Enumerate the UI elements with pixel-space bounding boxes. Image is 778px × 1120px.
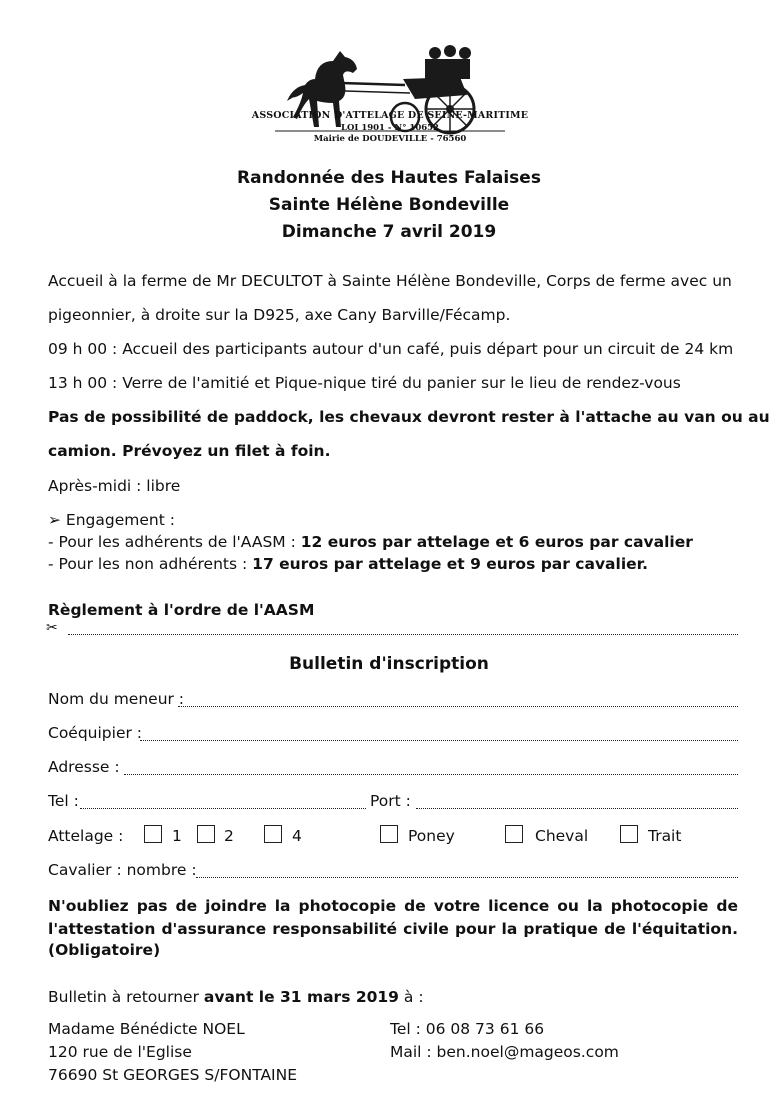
license-notice-line-1: N'oubliez pas de joindre la photocopie de votre licence ou la photocopie de xyxy=(48,897,738,915)
checkbox-poney[interactable] xyxy=(380,825,398,843)
tel-label: Tel : xyxy=(48,792,79,810)
arrow-bullet-icon: ➢ xyxy=(48,511,66,529)
attelage-option-4-label: 4 xyxy=(292,827,302,845)
contact-street: 120 rue de l'Eglise xyxy=(48,1043,192,1061)
return-suffix: à : xyxy=(398,988,424,1006)
paddock-notice-line-1: Pas de possibilité de paddock, les chevaux devront rester à l'attache au van ou au xyxy=(48,408,770,426)
association-name: ASSOCIATION D'ATTELAGE DE SEINE-MARITIME xyxy=(251,110,529,121)
tel-field[interactable] xyxy=(80,794,366,809)
driver-name-field[interactable] xyxy=(178,692,738,707)
engagement-label: Engagement : xyxy=(65,511,175,529)
afternoon-info: Après-midi : libre xyxy=(48,477,181,495)
address-field[interactable] xyxy=(124,760,738,775)
scissors-icon: ✂ xyxy=(46,620,58,636)
attelage-option-1-label: 1 xyxy=(172,827,182,845)
intro-line-2: pigeonnier, à droite sur la D925, axe Cany Barville/Fécamp. xyxy=(48,306,511,324)
engagement-members-price: 12 euros par attelage et 6 euros par cavalier xyxy=(300,533,693,551)
teammate-field[interactable] xyxy=(140,726,738,741)
event-location: Sainte Hélène Bondeville xyxy=(268,195,510,215)
schedule-noon: 13 h 00 : Verre de l'amitié et Pique-nique tiré du panier sur le lieu de rendez-vous xyxy=(48,374,681,392)
port-field[interactable] xyxy=(416,794,738,809)
checkbox-trait[interactable] xyxy=(620,825,638,843)
contact-city: 76690 St GEORGES S/FONTAINE xyxy=(48,1066,298,1084)
engagement-non-members xyxy=(48,555,648,573)
paddock-notice-line-2: camion. Prévoyez un filet à foin. xyxy=(48,442,331,460)
checkbox-attelage-2[interactable] xyxy=(197,825,215,843)
form-heading: Bulletin d'inscription xyxy=(289,654,489,674)
attelage-label: Attelage : xyxy=(48,827,124,845)
intro-line-1: Accueil à la ferme de Mr DECULTOT à Sainte Hélène Bondeville, Corps de ferme avec un xyxy=(48,272,732,290)
checkbox-attelage-1[interactable] xyxy=(144,825,162,843)
port-label: Port : xyxy=(370,792,411,810)
teammate-label: Coéquipier : xyxy=(48,724,143,742)
engagement-non-members-price: 17 euros par attelage et 9 euros par cavalier. xyxy=(252,555,648,573)
poney-label: Poney xyxy=(408,827,455,845)
schedule-morning: 09 h 00 : Accueil des participants autour d'un café, puis départ pour un circuit de 24 km xyxy=(48,340,734,358)
trait-label: Trait xyxy=(648,827,682,845)
engagement-heading xyxy=(48,511,175,529)
event-date: Dimanche 7 avril 2019 xyxy=(281,222,497,242)
checkbox-attelage-4[interactable] xyxy=(264,825,282,843)
return-prefix: Bulletin à retourner xyxy=(48,988,204,1006)
cheval-label: Cheval xyxy=(535,827,589,845)
license-notice-line-2: l'attestation d'assurance responsabilité civile pour la pratique de l'équitation. xyxy=(48,920,738,938)
attelage-option-2-label: 2 xyxy=(224,827,234,845)
rider-count-label: Cavalier : nombre : xyxy=(48,861,197,879)
mandatory-notice: (Obligatoire) xyxy=(48,941,161,959)
contact-name: Madame Bénédicte NOEL xyxy=(48,1020,245,1038)
return-instruction xyxy=(48,988,424,1006)
rider-count-field[interactable] xyxy=(196,863,738,878)
contact-phone: Tel : 06 08 73 61 66 xyxy=(390,1020,545,1038)
event-title: Randonnée des Hautes Falaises xyxy=(237,168,541,188)
return-deadline: avant le 31 mars 2019 xyxy=(203,988,399,1006)
engagement-non-members-label: - Pour les non adhérents : xyxy=(48,555,253,573)
contact-email: Mail : ben.noel@mageos.com xyxy=(390,1043,619,1061)
engagement-members-label: - Pour les adhérents de l'AASM : xyxy=(48,533,301,551)
association-mairie: Mairie de DOUDEVILLE - 76560 xyxy=(313,134,467,144)
association-law-number: LOI 1901 - N° 10652 xyxy=(341,123,439,133)
engagement-members xyxy=(48,533,693,551)
driver-name-label: Nom du meneur : xyxy=(48,690,185,708)
cut-line xyxy=(68,622,738,635)
address-label: Adresse : xyxy=(48,758,120,776)
payment-order: Règlement à l'ordre de l'AASM xyxy=(48,601,315,619)
checkbox-cheval[interactable] xyxy=(505,825,523,843)
